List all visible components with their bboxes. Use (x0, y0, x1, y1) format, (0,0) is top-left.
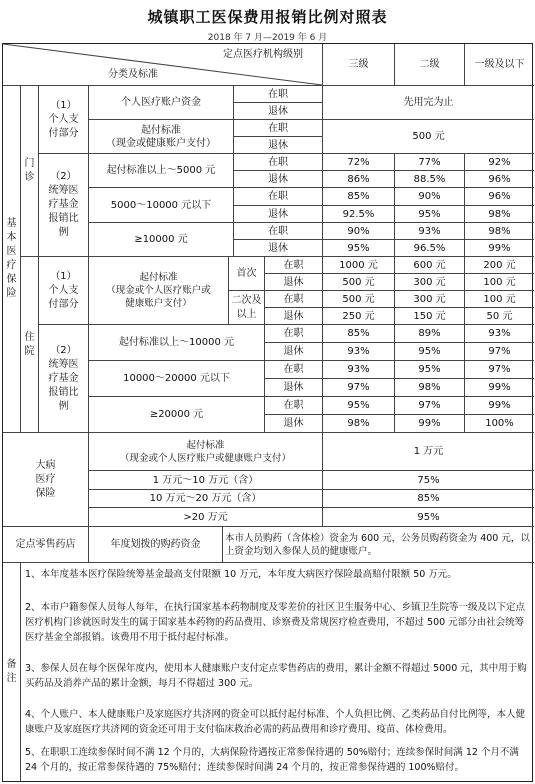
status-label: 在职 (265, 291, 323, 308)
serious-band-1: 1 万元～10 万元（含） (89, 471, 323, 490)
status-label: 退休 (265, 308, 323, 325)
header-level1: 一级及以下 (465, 44, 534, 86)
outpatient-rate-level3: 90% (323, 223, 395, 240)
inpatient-deductible-level2: 150 元 (395, 308, 465, 325)
outpatient-rate-level1: 96% (465, 188, 534, 206)
header-corner (3, 44, 323, 86)
status-label: 在职 (265, 257, 323, 274)
inpatient-rate-level1: 99% (465, 397, 534, 415)
serious-deductible-amount: 1 万元 (323, 433, 534, 471)
inpatient-rate-level3: 93% (323, 361, 395, 379)
outpatient-rate-level1: 92% (465, 154, 534, 171)
header-category-label: 分类及标准 (108, 68, 158, 80)
outpatient-rate-level2: 95% (395, 206, 465, 223)
outpatient-deductible-amount: 500 元 (323, 120, 534, 154)
outpatient-rate-level2: 90% (395, 188, 465, 206)
inpatient-personal-section: （1） 个人支 付部分 (39, 257, 89, 325)
status-label: 退休 (234, 206, 323, 223)
inpatient-rate-level3: 95% (323, 397, 395, 415)
pharmacy-item: 年度划拨的购药资金 (89, 527, 223, 563)
header-level2: 二级 (395, 44, 465, 86)
status-label: 在职 (265, 325, 323, 343)
serious-rate-1: 75% (323, 471, 534, 490)
outpatient-rate-level1: 96% (465, 171, 534, 188)
note-item: 5、在职职工连续参保时间不满 12 个月的，大病保险待遇按正常参保待遇的 50%赔付；连续参保时间满 12 个月不满 24 个月的，按正常参保待遇的 75%赔付；连续参保时间满 24 个月的，按正常参保待遇的 100%赔付。 (25, 747, 519, 773)
status-label: 在职 (234, 188, 323, 206)
reimbursement-table (2, 43, 533, 782)
outpatient-rate-level3: 72% (323, 154, 395, 171)
inpatient-rate-level3: 98% (323, 415, 395, 433)
serious-band-2: 10 万元～20 万元（含） (89, 490, 323, 508)
inpatient-rate-level1: 99% (465, 379, 534, 397)
outpatient-label: 门 诊 (21, 86, 39, 257)
repeat-admission-label: 二次及 以上 (229, 291, 265, 325)
header-level3: 三级 (323, 44, 395, 86)
inpatient-rate-level2: 98% (395, 379, 465, 397)
inpatient-rate-level1: 97% (465, 361, 534, 379)
outpatient-rate-level1: 98% (465, 206, 534, 223)
status-label: 在职 (265, 361, 323, 379)
inpatient-rate-level1: 100% (465, 415, 534, 433)
inpatient-rate-level3: 85% (323, 325, 395, 343)
first-admission-label: 首次 (229, 257, 265, 291)
status-label: 退休 (265, 274, 323, 291)
inpatient-deductible-level1: 200 元 (465, 257, 534, 274)
outpatient-band-3: ≥10000 元 (89, 223, 234, 257)
header-level-label: 定点医疗机构级别 (223, 48, 303, 60)
pharmacy-label: 定点零售药店 (3, 527, 89, 563)
inpatient-deductible-level1: 100 元 (465, 274, 534, 291)
serious-rate-3: 95% (323, 508, 534, 527)
inpatient-label: 住 院 (21, 257, 39, 433)
outpatient-band-1: 起付标准以上～5000 元 (89, 154, 234, 188)
inpatient-rate-level3: 93% (323, 343, 395, 361)
inpatient-band-3: ≥20000 元 (89, 397, 265, 433)
notes-label: 备 注 (3, 563, 21, 781)
use-first-text: 先用完为止 (323, 86, 534, 120)
status-label: 退休 (265, 415, 323, 433)
outpatient-rate-level2: 88.5% (395, 171, 465, 188)
note-item: 3、参保人员在每个医保年度内，使用本人健康账户支付定点零售药店的费用，累计金额不得超过 5000 元，其中用于购买药品及消养产品的累计金额，每月不得超过 300 元。 (25, 663, 527, 689)
inpatient-rate-level2: 89% (395, 325, 465, 343)
outpatient-rate-level3: 86% (323, 171, 395, 188)
inpatient-deductible-level3: 250 元 (323, 308, 395, 325)
outpatient-personal-section: （1） 个人支 付部分 (39, 86, 89, 154)
inpatient-rate-level2: 95% (395, 343, 465, 361)
outpatient-rate-level2: 77% (395, 154, 465, 171)
inpatient-rate-level1: 97% (465, 343, 534, 361)
status-label: 在职 (234, 154, 323, 171)
serious-band-3: >20 万元 (89, 508, 323, 527)
status-label: 退休 (234, 103, 323, 120)
outpatient-rate-level3: 95% (323, 240, 395, 257)
serious-deductible-label: 起付标准 （现金或个人医疗账户或健康账户支付） (89, 433, 323, 471)
inpatient-rate-level2: 99% (395, 415, 465, 433)
inpatient-deductible-level2: 300 元 (395, 291, 465, 308)
outpatient-band-2: 5000～10000 元以下 (89, 188, 234, 223)
outpatient-deductible-label: 起付标准 （现金或健康账户支付） (89, 120, 234, 154)
serious-rate-2: 85% (323, 490, 534, 508)
serious-illness-label: 大病 医疗 保险 (3, 433, 89, 527)
outpatient-rate-level1: 99% (465, 240, 534, 257)
inpatient-deductible-level1: 100 元 (465, 291, 534, 308)
status-label: 退休 (234, 171, 323, 188)
outpatient-rate-level1: 98% (465, 223, 534, 240)
status-label: 退休 (234, 137, 323, 154)
pharmacy-description: 本市人员购药（含体检）资金为 600 元，公务员购药资金为 400 元，以上资金均划入参保人员的健康账户。 (223, 527, 534, 563)
inpatient-deductible-level2: 600 元 (395, 257, 465, 274)
inpatient-band-2: 10000～20000 元以下 (89, 361, 265, 397)
note-item: 2、本市户籍参保人员每人每年，在执行国家基本药物制度及零差价的社区卫生服务中心、乡镇卫生院等一级及以下定点医疗机构门诊就医时发生的属于国家基本药物的药品费用、诊察费及常规医疗检查费用，不超过 500 元部分由社会统筹医疗基金全部报销。该费用不用于抵付起付标准。 (25, 602, 526, 643)
note-item: 4、个人账户、本人健康账户及家庭医疗共济网的资金可以抵付起付标准、个人负担比例、乙类药品自付比例等，本人健康账户及家庭医疗共济网的资金还可用于支付临床救治必需的药品费用和诊疗费用、疫苗、体检费用。 (25, 709, 526, 735)
inpatient-deductible-level3: 500 元 (323, 274, 395, 291)
inpatient-rate-level2: 95% (395, 361, 465, 379)
inpatient-deductible-level3: 500 元 (323, 291, 395, 308)
document-title: 城镇职工医保费用报销比例对照表 (147, 8, 388, 26)
note-item: 1、本年度基本医疗保险统筹基金最高支付限额 10 万元，本年度大病医疗保险最高赔付限额 50 万元。 (25, 569, 457, 580)
inpatient-fund-section: （2） 统筹医 疗基金 报销比 例 (39, 325, 89, 433)
basic-insurance-label: 基 本 医 疗 保 险 (3, 86, 21, 433)
inpatient-deductible-level3: 1000 元 (323, 257, 395, 274)
status-label: 退休 (234, 240, 323, 257)
status-label: 在职 (234, 223, 323, 240)
outpatient-rate-level3: 85% (323, 188, 395, 206)
date-range: 2018 年 7 月—2019 年 6 月 (207, 33, 328, 43)
inpatient-deductible-label: 起付标准 （现金或个人医疗账户或 健康账户支付） (89, 257, 229, 325)
status-label: 在职 (234, 120, 323, 137)
outpatient-rate-level3: 92.5% (323, 206, 395, 223)
status-label: 退休 (265, 343, 323, 361)
outpatient-fund-section: （2） 统筹医 疗基金 报销比 例 (39, 154, 89, 257)
inpatient-deductible-level2: 300 元 (395, 274, 465, 291)
outpatient-rate-level2: 96.5% (395, 240, 465, 257)
inpatient-rate-level1: 93% (465, 325, 534, 343)
inpatient-band-1: 起付标准以上～10000 元 (89, 325, 265, 361)
inpatient-deductible-level1: 50 元 (465, 308, 534, 325)
personal-account-label: 个人医疗账户资金 (89, 86, 234, 120)
outpatient-rate-level2: 93% (395, 223, 465, 240)
inpatient-rate-level2: 97% (395, 397, 465, 415)
status-label: 在职 (234, 86, 323, 103)
status-label: 在职 (265, 397, 323, 415)
inpatient-rate-level3: 97% (323, 379, 395, 397)
status-label: 退休 (265, 379, 323, 397)
